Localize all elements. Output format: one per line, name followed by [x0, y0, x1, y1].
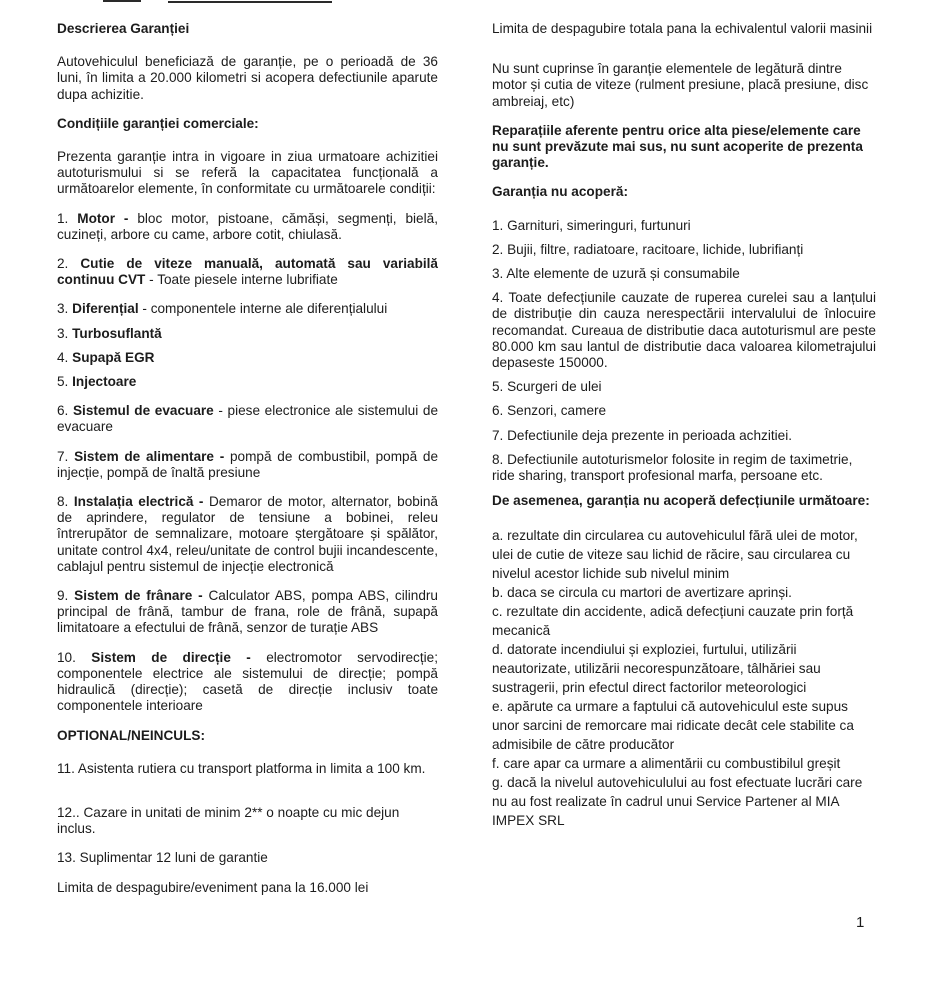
bold-text-run: Injectoare	[72, 374, 137, 390]
text-run: - Toate piesele interne lubrifiate	[145, 272, 338, 288]
bold-text-run: Diferențial	[72, 301, 139, 317]
text-run: 4. Toate defecțiunile cauzate de ruperea curelei sau a lanțului de distribuție din cauza nerespectării intervalului de înlocuire recomandat. Cureaua de distributie daca autoturismul are peste 80.000 km sau lantul de distributie daca valoarea kilometrajului depaseste 150000.	[492, 290, 876, 371]
cropped-header-fragment	[0, 0, 951, 4]
bold-text-run: De asemenea, garanția nu acoperă defecțiunile următoare:	[492, 493, 870, 509]
list-item-sistem-evacuare	[57, 403, 438, 435]
text-run: Limita de despagubire totala pana la echivalentul valorii masinii	[492, 21, 873, 36]
page-number: 1	[856, 914, 865, 931]
excl-g-service-partener	[492, 773, 876, 830]
text-run: 5.	[57, 374, 73, 390]
bold-text-run: OPTIONAL/NEINCULS:	[57, 727, 206, 743]
text-run: 1.	[57, 210, 78, 226]
text-run: 2. Bujii, filtre, radiatoare, racitoare, lichide, lubrifianți	[492, 241, 804, 257]
heading-descrierea-garantiei	[57, 21, 438, 37]
bold-text-run: Garanția nu acoperă:	[492, 184, 628, 200]
list-item-cutie-viteze	[57, 256, 438, 288]
right-column	[492, 21, 876, 909]
bold-text-run: Descrierea Garanției	[57, 21, 190, 36]
text-run: a. rezultate din circularea cu autovehiculul fără ulei de motor, ulei de cutie de viteze sau lichid de răcire, sau circularea cu nivelul acestor lichide sub nivelul minim	[492, 528, 858, 582]
heading-garantia-nu-acopera	[492, 184, 876, 200]
para-nu-sunt-cuprinse	[492, 61, 876, 110]
text-run: Demaror de motor, alternator, bobină de aprindere, regulator de tensiune a bobinei, releu întrerupător de semnalizare, motoare ștergătoare și spălător, unitate control 4x4, releu/unitate de control bujii incandescente, cablajul pentru sistemul de injecție electronică	[57, 494, 438, 574]
text-run: 3.	[57, 301, 73, 317]
excl-taximetrie	[492, 452, 876, 484]
excl-garnituri	[492, 218, 876, 234]
cropped-underline	[168, 1, 332, 3]
excl-elemente-uzura	[492, 266, 876, 282]
left-column	[57, 21, 438, 909]
excl-senzori-camere	[492, 403, 876, 419]
excl-bujii-filtre	[492, 242, 876, 258]
text-run: 9.	[57, 588, 75, 604]
text-run: bloc motor, pistoane, cămăși, segmenți, bielă, cuzineți, arbore cu came, arbore cotit, chiulasă.	[57, 210, 438, 242]
bold-text-run: Sistem de direcție -	[91, 649, 267, 665]
excl-curea-distributie	[492, 290, 876, 371]
text-run: 13. Suplimentar 12 luni de garantie	[57, 850, 268, 866]
list-item-sistem-alimentare	[57, 449, 438, 481]
excl-b-martori	[492, 583, 876, 602]
text-run: 3. Alte elemente de uzură și consumabile	[492, 266, 740, 282]
text-run: Autovehiculul beneficiază de garanție, pe o perioadă de 36 luni, în limita a 20.000 kilometri si acopera defectiunile aparute dupa achizitie.	[57, 54, 438, 102]
text-run: pompă de combustibil, pompă de injecție, pompă de înaltă presiune	[57, 448, 439, 480]
excl-f-combustibil	[492, 754, 876, 773]
list-item-turbosuflanta	[57, 326, 438, 342]
para-limita-eveniment	[57, 880, 438, 896]
heading-conditii-comerciale	[57, 116, 438, 132]
text-run: 6. Senzori, camere	[492, 403, 607, 419]
heading-optional-neinculs	[57, 728, 438, 744]
text-run: 4.	[57, 349, 73, 365]
bold-text-run: Turbosuflantă	[72, 325, 162, 341]
text-run: d. datorate incendiului și exploziei, furtului, utilizării neautorizate, utilizării necorespunzătoare, tâlhăriei sau sustragerii, prin efectul direct factorilor meteorologici	[492, 642, 821, 696]
list-item-instalatia-electrica	[57, 494, 438, 575]
text-run: 10.	[57, 649, 92, 665]
text-run: 1. Garnituri, simeringuri, furtunuri	[492, 217, 691, 233]
list-item-supapa-egr	[57, 350, 438, 366]
para-limita-totala	[492, 21, 876, 37]
text-run: Limita de despagubire/eveniment pana la 16.000 lei	[57, 879, 369, 895]
bold-text-run: Sistemul de evacuare	[72, 403, 214, 419]
text-run: - componentele interne ale diferențialului	[138, 301, 388, 317]
bold-text-run: Sistem de alimentare -	[74, 448, 230, 464]
excl-d-incendiu	[492, 640, 876, 697]
list-item-asistenta-rutiera	[57, 761, 438, 777]
excl-scurgeri-ulei	[492, 379, 876, 395]
list-item-cazare	[57, 805, 438, 837]
bold-text-run: Sistem de frânare -	[74, 588, 209, 604]
text-run: e. apărute ca urmare a faptului că autovehiculul este supus unor sarcini de remorcare mai ridicate decât cele stabilite ca admisibile de către producător	[492, 699, 854, 753]
excl-defectiuni-prezente	[492, 428, 876, 444]
text-run: electromotor servodirecție; componentele electrice ale sistemului de direcție; pompă hidraulică (direcție); casetă de direcție inclusiv toate componentele interioare	[57, 649, 438, 714]
text-run: - piese electronice ale sistemului de evacuare	[57, 403, 438, 435]
text-run: 6.	[57, 403, 73, 419]
text-run: 11. Asistenta rutiera cu transport platforma in limita a 100 km.	[57, 760, 426, 776]
text-run: Calculator ABS, pompa ABS, cilindru principal de frână, tambur de frana, role de frână, supapă limitatoare a efectului de frână, senzor de turație ABS	[57, 588, 438, 636]
excl-e-remorcare	[492, 697, 876, 754]
bold-text-run: Cutie de viteze manuală, automată sau variabilă continuu CVT	[57, 256, 438, 288]
list-item-sistem-franare	[57, 588, 438, 637]
list-item-suplimentar-garantie	[57, 850, 438, 866]
text-run: 12.. Cazare in unitati de minim 2** o noapte cu mic dejun inclus.	[57, 804, 400, 837]
excl-a-lichide	[492, 526, 876, 583]
text-run: 5. Scurgeri de ulei	[492, 379, 602, 395]
bold-text-run: Supapă EGR	[72, 349, 155, 365]
list-item-sistem-directie	[57, 650, 438, 715]
text-run: g. dacă la nivelul autovehiculului au fost efectuate lucrări care nu au fost realizate în cadrul unui Service Partener al MIA IMPEX SRL	[492, 775, 863, 829]
bold-text-run: Motor -	[77, 210, 138, 226]
cropped-text-sliver	[103, 0, 141, 2]
text-run: 7. Defectiunile deja prezente in perioada achzitiei.	[492, 427, 793, 443]
heading-de-asemenea	[492, 493, 876, 509]
bold-text-run: Condițiile garanției comerciale:	[57, 115, 259, 131]
list-item-diferential	[57, 301, 438, 317]
text-run: b. daca se circula cu martori de avertizare aprinși.	[492, 585, 792, 601]
bold-text-run: Reparațiile aferente pentru orice alta piese/elemente care nu sunt prevăzute mai sus, nu sunt acoperite de prezenta garanție.	[492, 122, 863, 171]
text-run: Nu sunt cuprinse în garanție elementele de legătură dintre motor și cutia de viteze (rulment presiune, placă presiune, disc ambreiaj, etc)	[492, 61, 869, 109]
para-reparatii-aferente	[492, 123, 876, 172]
text-run: 3.	[57, 325, 73, 341]
text-run: 8. Defectiunile autoturismelor folosite in regim de taximetrie, ride sharing, transport profesional marfa, persoane etc.	[492, 451, 853, 484]
text-run: 7.	[57, 448, 75, 464]
bold-text-run: Instalația electrică -	[73, 494, 209, 510]
list-item-injectoare	[57, 374, 438, 390]
text-run: 8.	[57, 494, 74, 510]
list-item-motor	[57, 211, 438, 243]
text-run: Prezenta garanție intra in vigoare in ziua urmatoare achizitiei autoturismului si se referă la capacitatea funcțională a următoarelor elemente, în conformitate cu următoarele condiții:	[57, 149, 438, 197]
text-run: 2.	[57, 256, 81, 272]
text-run: f. care apar ca urmare a alimentării cu combustibilul greșit	[492, 756, 841, 772]
excl-c-accidente	[492, 602, 876, 640]
text-run: c. rezultate din accidente, adică defecțiuni cauzate prin forță mecanică	[492, 604, 854, 639]
para-warranty-intro	[57, 54, 438, 103]
para-conditii-intro	[57, 149, 438, 198]
